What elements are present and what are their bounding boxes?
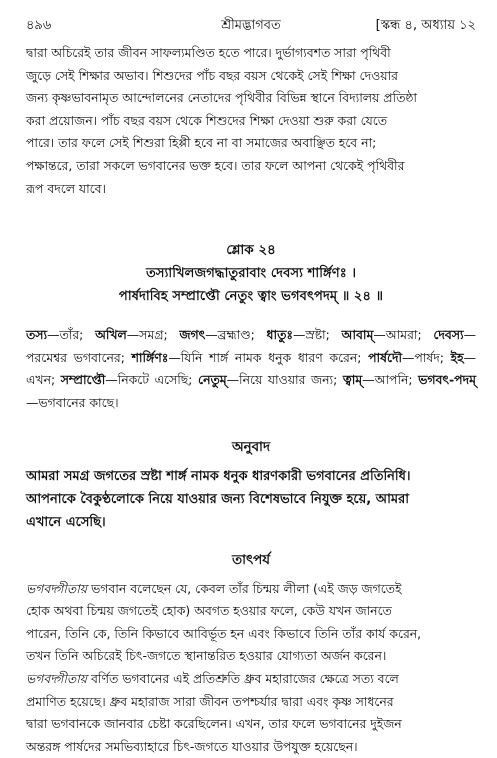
chapter-reference: [স্কন্ধ ৪, অধ্যায় ১২: [375, 18, 476, 33]
purport-text-span: পারেন, তিনি কে, তিনি কিভাবে আবির্ভূত হন এবং কিভাবে তিনি তাঁর কার্য করেন,: [26, 625, 422, 641]
intro-line: পক্ষান্তরে, তারা সকলে ভগবানের ভক্ত হবে। তার ফলে আপনা থেকেই পৃথিবীর: [26, 157, 405, 173]
synonym-meaning: —ব্রহ্মাণ্ড;: [205, 327, 267, 343]
verse-line: তস্যাখিলজগদ্ধাতুরাবাং দেবস্য শার্ঙ্গিণঃ ।: [145, 266, 357, 282]
synonym-word: দেবস্য: [433, 327, 464, 343]
scripture-title: ভগবদ্গীতায়: [26, 670, 88, 686]
synonym-word: জগৎ: [179, 327, 206, 343]
word-meanings: [26, 324, 476, 414]
synonym-meaning: —এখন;: [26, 349, 476, 388]
purport-line: [26, 691, 476, 714]
synonym-word: তস্য: [26, 327, 48, 343]
purport-text-span: প্রমাণিত হয়েছে। ধ্রুব মহারাজ সারা জীবন তপশ্চর্যার দ্বারা এবং কৃষ্ণ সাধনের: [26, 693, 394, 709]
purport-text-span: দ্বারা ভগবানকে জানবার চেষ্টা করেছিলেন। এখন, তার ফলে ভগবানের দুইজন: [26, 716, 402, 732]
purport-line: [26, 668, 476, 691]
purport-line: [26, 600, 476, 623]
intro-line: জুড়ে সেই শিক্ষার অভাব। শিশুদের পাঁচ বছর বয়স থেকেই সেই শিক্ষা দেওয়ার: [26, 67, 398, 83]
verse-heading: শ্লোক ২৪: [226, 243, 276, 259]
translation-title: অনুবাদ: [232, 439, 270, 455]
book-page: [26, 10, 476, 758]
synonym-meaning: —ভগবানের কাছে।: [26, 394, 119, 410]
purport-text-span: বর্ণিত ভগবানের এই প্রতিশ্রুতি ধ্রুব মহারাজের ক্ষেত্রে সত্য বলে: [87, 670, 399, 686]
intro-line: পারে। তার ফলে সেই শিশুরা হিপ্পী হবে না বা সমাজের অবাঞ্ছিত হবে না;: [26, 135, 377, 151]
intro-line: জন্য কৃষ্ণভাবনামৃত আন্দোলনের নেতাদের পৃথিবীর বিভিন্ন স্থানে বিদ্যালয় প্রতিষ্ঠা: [26, 90, 418, 106]
synonym-word: অখিল: [95, 327, 127, 343]
purport-title: তাৎপর্য: [232, 552, 270, 568]
page-number: ৪৯৬: [26, 18, 52, 33]
synonym-meaning: —আপনি;: [362, 372, 419, 388]
intro-paragraph: [26, 42, 476, 200]
synonym-meaning: —নিকটে এসেছি;: [105, 372, 199, 388]
synonym-meaning: —যিনি শার্ঙ্গ নামক ধনুক ধারণ করেন;: [168, 349, 369, 365]
scripture-title: ভগবদ্গীতায়: [26, 580, 88, 596]
intro-line: দ্বারা অচিরেই তার জীবন সাফল্যমণ্ডিত হতে পারে। দুর্ভাগ্যবশত সারা পৃথিবী: [26, 45, 391, 60]
synonym-meaning: —তাঁর;: [47, 327, 96, 343]
translation-text: [26, 465, 476, 534]
intro-line: রূপ বদলে যাবে।: [26, 180, 106, 196]
synonym-meaning: —পরমেশ্বর ভগবানের;: [26, 327, 476, 365]
page-header: [26, 10, 476, 40]
synonym-word: পার্ষদৌ: [368, 349, 403, 365]
synonym-word: ত্বাম্: [342, 372, 363, 388]
translation-line: আপনাকে বৈকুণ্ঠলোকে নিয়ে যাওয়ার জন্য বিশেষভাবে নিযুক্ত হয়ে, আমরা: [26, 491, 410, 507]
purport-text-span: তখন তিনি অচিরেই চিৎ-জগতে স্থানান্তরিত হওয়ার যোগ্যতা অর্জন করেন।: [26, 648, 387, 664]
purport-text-span: ভগবান বলেছেন যে, কেবল তাঁর চিন্ময় লীলা (এই জড় জগতেই: [87, 580, 402, 596]
synonym-word: ইহ: [450, 349, 464, 365]
synonym-word: ভগবৎ-পদম্: [418, 372, 476, 388]
synonym-meaning: —নিয়ে যাওয়ার জন্য;: [226, 372, 343, 388]
book-title: শ্রীমদ্ভাগবত: [221, 18, 281, 33]
purport-line: [26, 578, 476, 601]
purport-line: [26, 645, 476, 668]
purport-line: [26, 736, 476, 758]
translation-line: আমরা সমগ্র জগতের স্রষ্টা শার্ঙ্গ নামক ধনুক ধারণকারী ভগবানের প্রতিনিধি।: [26, 468, 411, 484]
synonym-meaning: —সমগ্র;: [126, 327, 180, 343]
purport-text-span: অন্তরঙ্গ পার্ষদের সমভিব্যাহারে চিৎ-জগতে যাওয়ার উপযুক্ত হয়েছেন।: [26, 738, 358, 754]
purport-text: [26, 578, 476, 758]
synonym-meaning: —পার্ষদ;: [402, 349, 451, 365]
synonym-meaning: —স্রষ্টা;: [293, 327, 342, 343]
synonym-meaning: —আমরা;: [373, 327, 434, 343]
purport-line: [26, 713, 476, 736]
purport-text-span: হোক অথবা চিন্ময় জগতেই হোক) অবগত হওয়ার ফলে, কেউ যখন জানতে: [26, 603, 392, 619]
verse-line: পার্ষদাবিহ সম্প্রাপ্তৌ নেতুং ত্বাং ভগবৎপদম্ ॥ ২৪ ॥: [118, 289, 384, 305]
synonym-word: ধাতুঃ: [266, 327, 293, 343]
intro-line: করা প্রয়োজন। পাঁচ বছর বয়স থেকে শিশুদের শিক্ষা দেওয়া শুরু করা যেতে: [26, 112, 388, 128]
synonym-word: শার্ঙ্গিণঃ: [131, 349, 169, 365]
translation-line: এখানে এসেছি।: [26, 514, 106, 530]
synonym-word: নেতুম্: [198, 372, 227, 388]
purport-line: [26, 623, 476, 646]
synonym-word: সম্প্রাপ্তৌ: [60, 372, 106, 388]
synonym-word: আবাম্: [341, 327, 374, 343]
